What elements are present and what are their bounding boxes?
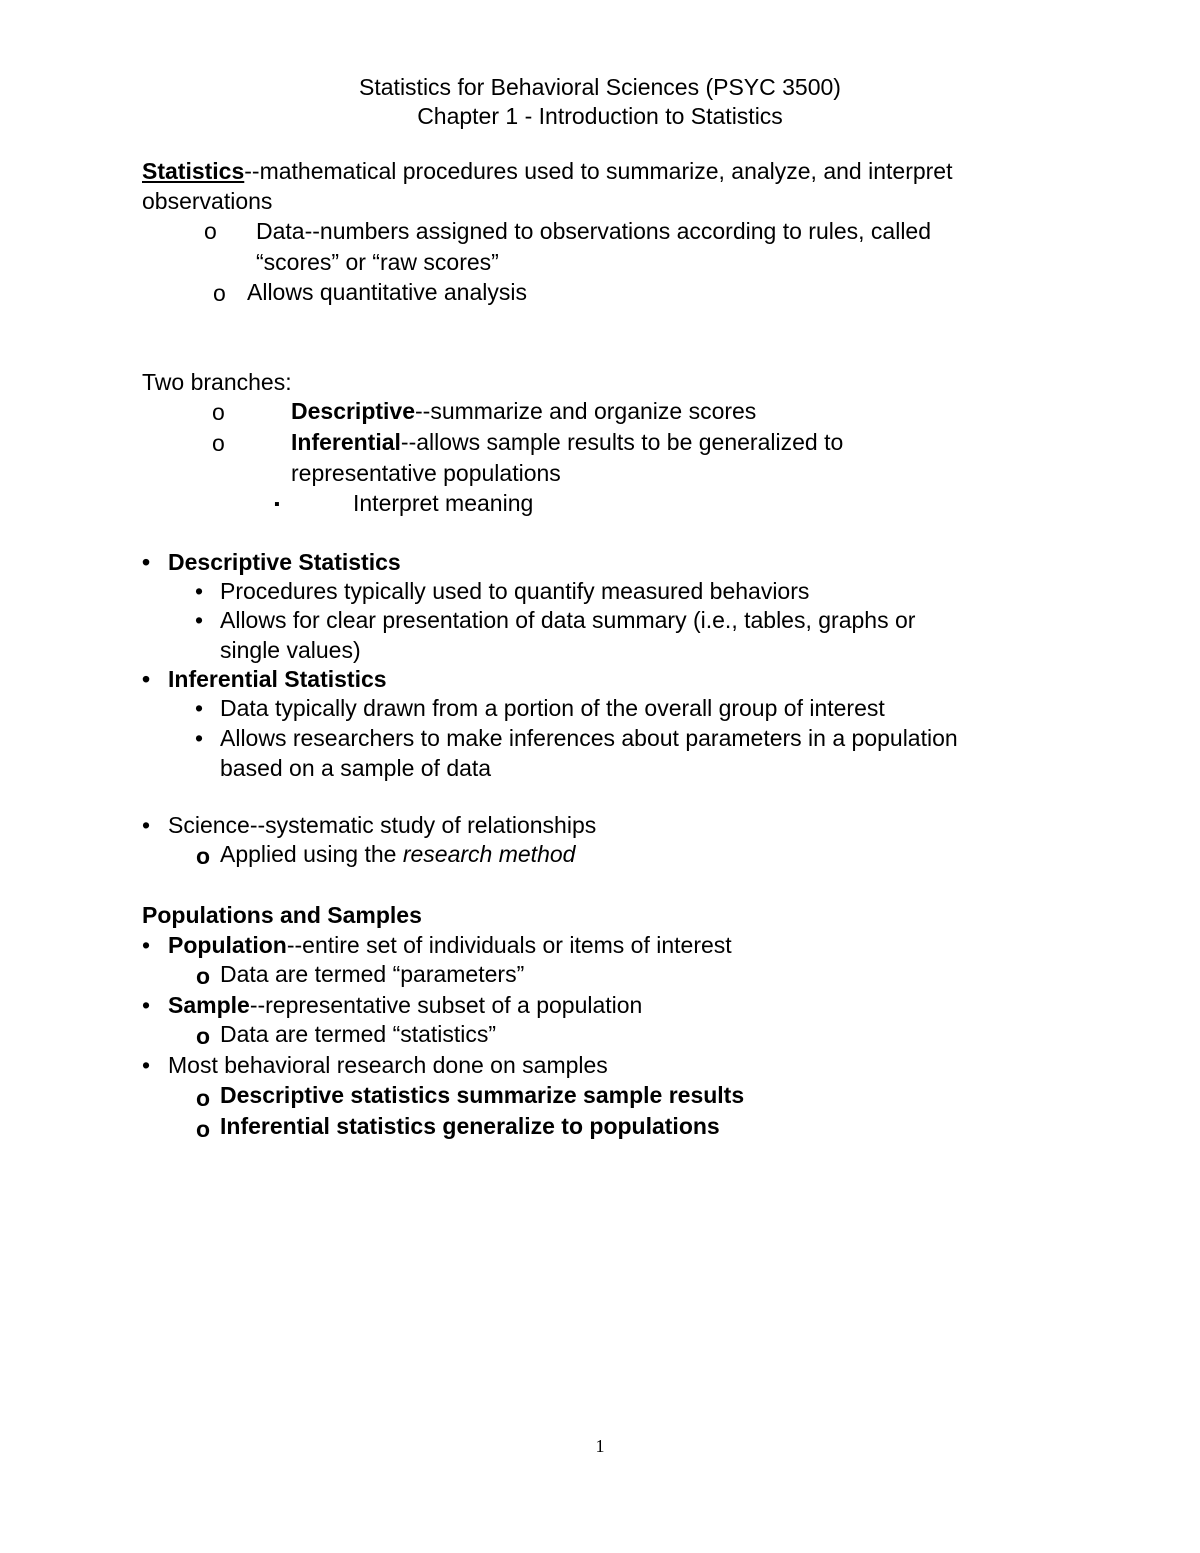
circle-bullet-icon: o (204, 218, 217, 244)
populations-heading: Populations and Samples (142, 902, 422, 928)
bullet-icon: • (195, 578, 204, 604)
sample-sub: Data are termed “statistics” (220, 1021, 497, 1047)
descriptive-term: Descriptive (291, 398, 416, 424)
inferential-item-2: Allows researchers to make inferences about parameters in a population (220, 725, 958, 751)
science-item: Science--systematic study of relationships (168, 812, 597, 838)
data-item: Data--numbers assigned to observations according to rules, called (256, 218, 932, 244)
inferential-stats-heading: Inferential Statistics (168, 666, 387, 692)
bullet-icon: • (142, 1052, 151, 1078)
science-sub-text: Applied using the (220, 841, 403, 867)
circle-bullet-icon: o (212, 399, 225, 425)
bullet-icon: • (142, 549, 151, 575)
circle-bullet-icon: o (196, 1085, 211, 1111)
circle-bullet-icon: o (196, 963, 211, 989)
bullet-icon: • (142, 932, 151, 958)
population-def: --entire set of individuals or items of interest (286, 932, 732, 958)
branches-heading: Two branches: (142, 369, 292, 395)
bullet-icon: • (142, 666, 151, 692)
descriptive-item-2: Allows for clear presentation of data summary (i.e., tables, graphs or (220, 607, 916, 633)
descriptive-stats-heading: Descriptive Statistics (168, 549, 401, 575)
population-sub: Data are termed “parameters” (220, 961, 525, 987)
science-sub (220, 843, 575, 866)
descriptive-item-1: Procedures typically used to quantify measured behaviors (220, 578, 810, 604)
research-sub-1: Descriptive statistics summarize sample results (220, 1082, 745, 1108)
circle-bullet-icon: o (196, 1023, 211, 1049)
bullet-icon: • (195, 725, 204, 751)
inferential-branch (291, 431, 843, 454)
bullet-icon: • (142, 992, 151, 1018)
square-bullet-icon: ▪ (274, 496, 280, 513)
statistics-definition-cont: observations (142, 188, 273, 214)
statistics-definition (142, 160, 952, 183)
bullet-icon: • (195, 607, 204, 633)
inferential-term: Inferential (291, 429, 401, 455)
research-item: Most behavioral research done on samples (168, 1052, 608, 1078)
page-number: 1 (595, 1436, 605, 1456)
sample-term: Sample (168, 992, 250, 1018)
inferential-def: --allows sample results to be generalized to (400, 429, 844, 455)
chapter-title: Chapter 1 - Introduction to Statistics (417, 103, 783, 129)
inferential-branch-cont: representative populations (291, 460, 561, 486)
circle-bullet-icon: o (196, 843, 211, 869)
descriptive-def: --summarize and organize scores (415, 398, 757, 424)
inferential-item-2-cont: based on a sample of data (220, 755, 492, 781)
circle-bullet-icon: o (213, 280, 226, 306)
research-sub-2: Inferential statistics generalize to populations (220, 1113, 720, 1139)
statistics-definition-text: --mathematical procedures used to summarize, analyze, and interpret (244, 158, 953, 184)
population-item (168, 934, 732, 957)
interpret-item: Interpret meaning (353, 490, 534, 516)
circle-bullet-icon: o (212, 430, 225, 456)
data-item-cont: “scores” or “raw scores” (256, 249, 499, 275)
population-term: Population (168, 932, 287, 958)
descriptive-item-2-cont: single values) (220, 637, 361, 663)
sample-def: --representative subset of a population (249, 992, 643, 1018)
quant-item: Allows quantitative analysis (247, 279, 527, 305)
sample-item (168, 994, 642, 1017)
descriptive-branch (291, 400, 756, 423)
statistics-term: Statistics (142, 158, 245, 184)
research-method-term: research method (402, 841, 576, 867)
circle-bullet-icon: o (196, 1116, 211, 1142)
bullet-icon: • (142, 812, 151, 838)
bullet-icon: • (195, 695, 204, 721)
course-title: Statistics for Behavioral Sciences (PSYC 3500) (359, 74, 841, 100)
inferential-item-1: Data typically drawn from a portion of the overall group of interest (220, 695, 885, 721)
